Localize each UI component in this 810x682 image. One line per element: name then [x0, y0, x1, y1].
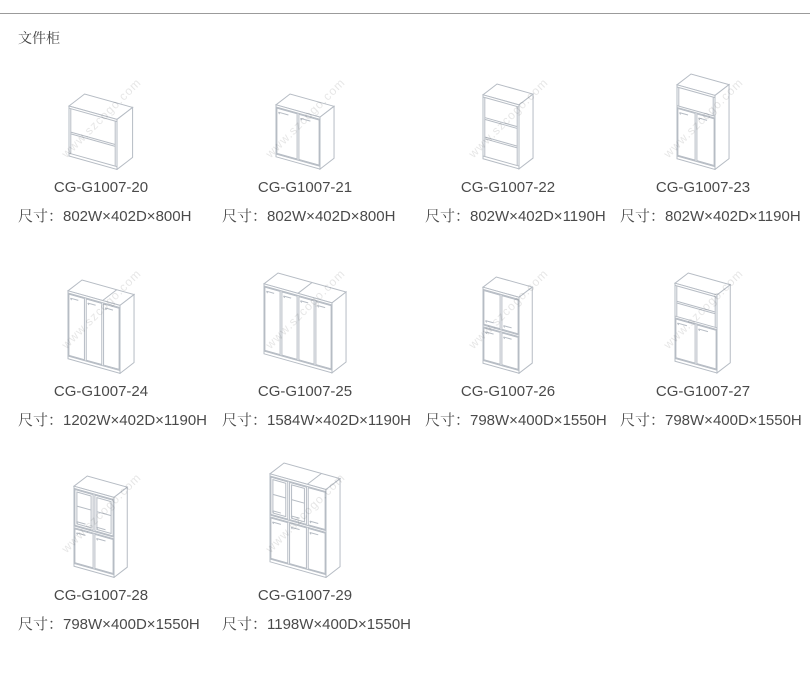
product-dimensions: 尺寸：1198W×400D×1550H [222, 616, 411, 633]
product-card[interactable] [222, 65, 425, 226]
cabinet-figure [18, 65, 184, 170]
cabinet-figure [620, 65, 786, 170]
cabinet-figure [222, 65, 388, 170]
section-title: 文件柜 [18, 30, 60, 46]
product-code: CG-G1007-28 [53, 587, 149, 604]
cabinet-drawing-icon [482, 276, 533, 374]
product-code: CG-G1007-22 [460, 179, 556, 196]
product-dimensions: 尺寸：1202W×402D×1190H [18, 412, 207, 429]
product-code: CG-G1007-24 [53, 383, 149, 400]
cabinet-drawing-icon [275, 93, 335, 170]
cabinet-figure [18, 448, 184, 578]
product-card[interactable] [18, 65, 222, 226]
cabinet-figure [222, 244, 388, 374]
cabinet-figure [425, 65, 591, 170]
cabinet-figure [18, 244, 184, 374]
top-divider [0, 13, 810, 14]
product-dimensions: 尺寸：798W×400D×1550H [620, 412, 802, 429]
cabinet-drawing-icon [67, 279, 135, 374]
product-code: CG-G1007-29 [257, 587, 353, 604]
product-dimensions: 尺寸：802W×402D×1190H [620, 208, 801, 225]
cabinet-drawing-icon [674, 272, 731, 374]
product-dimensions: 尺寸：802W×402D×800H [222, 208, 396, 225]
cabinet-drawing-icon [73, 475, 128, 578]
product-dimensions: 尺寸：1584W×402D×1190H [222, 412, 411, 429]
product-code: CG-G1007-20 [53, 179, 149, 196]
product-code: CG-G1007-26 [460, 383, 556, 400]
product-card[interactable] [620, 244, 810, 430]
cabinet-drawing-icon [482, 83, 534, 170]
cabinet-drawing-icon [68, 93, 134, 170]
product-dimensions: 尺寸：802W×402D×800H [18, 208, 192, 225]
product-card[interactable] [18, 244, 222, 430]
cabinet-figure [425, 244, 591, 374]
cabinet-figure [222, 448, 388, 578]
product-code: CG-G1007-21 [257, 179, 353, 196]
cabinet-drawing-icon [263, 272, 347, 374]
product-card[interactable] [18, 448, 222, 634]
product-card[interactable] [620, 65, 810, 226]
product-code: CG-G1007-23 [655, 179, 751, 196]
product-card[interactable] [222, 244, 425, 430]
product-dimensions: 尺寸：798W×400D×1550H [18, 616, 200, 633]
cabinet-drawing-icon [269, 462, 341, 579]
product-dimensions: 尺寸：798W×400D×1550H [425, 412, 607, 429]
product-dimensions: 尺寸：802W×402D×1190H [425, 208, 606, 225]
cabinet-drawing-icon [676, 73, 730, 170]
product-card[interactable] [222, 448, 425, 634]
cabinet-figure [620, 244, 786, 374]
product-card[interactable] [425, 244, 620, 430]
product-code: CG-G1007-27 [655, 383, 751, 400]
product-grid [18, 65, 810, 652]
product-card[interactable] [425, 65, 620, 226]
product-code: CG-G1007-25 [257, 383, 353, 400]
